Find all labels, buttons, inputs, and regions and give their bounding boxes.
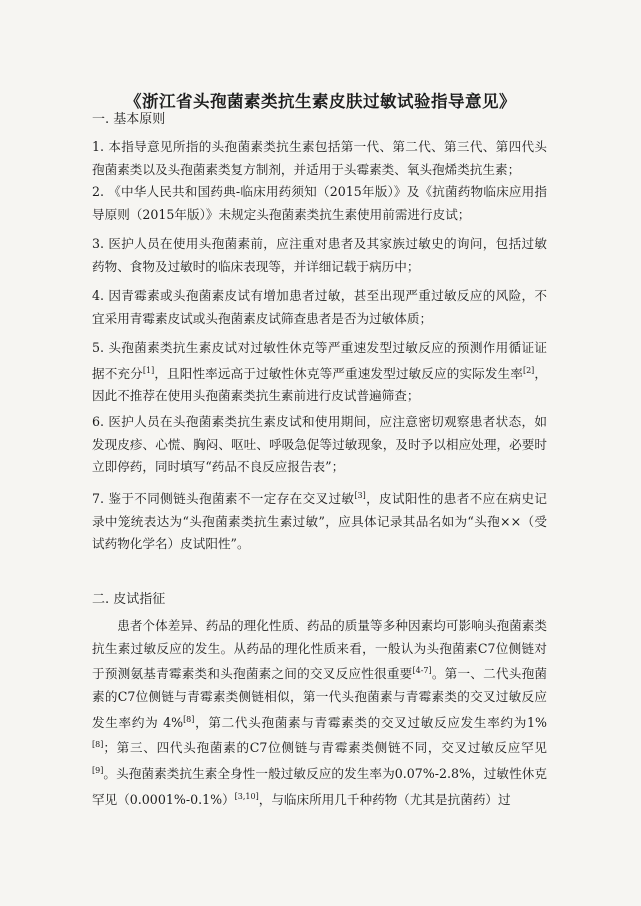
principle-item-1: 1. 本指导意见所指的头孢菌素类抗生素包括第一代、第二代、第三代、第四代头孢菌素类以及头孢菌素类复方制剂，并适用于头霉素类、氧头孢烯类抗生素； [92, 139, 547, 177]
citation-ref: [4-7] [412, 666, 432, 676]
citation-ref: [1] [142, 365, 155, 375]
item5-text-1: 5. 头孢菌素类抗生素皮试对过敏性休克等严重速发型过敏反应的预测作用循证证据不充分 [92, 340, 547, 381]
citation-ref: [3,10] [234, 791, 259, 801]
para2-text-1: 患者个体差异、药品的理化性质、药品的质量等多种因素均可影响头孢菌素类抗生素过敏反应的发生。从药品的理化性质来看，一般认为头孢菌素C7位侧链对于预测氨基青霉素类和头孢菌素之间的交叉反应性很重要 [92, 618, 547, 682]
citation-ref: [2] [522, 365, 535, 375]
document-title: 《浙江省头孢菌素类抗生素皮肤过敏试验指导意见》 [125, 92, 516, 111]
para2-text-3: ，第二代头孢菌素与青霉素类的交叉过敏反应发生率约为1% [194, 714, 548, 730]
section-heading-skin-test-indications: 二. 皮试指征 [92, 592, 166, 607]
para2-text-2: 。第一、二代头孢菌素的C7位侧链与青霉素类侧链相似，第一代头孢菌素与青霉素类的交叉过敏反应发生率约为 4% [92, 666, 548, 730]
item7-text-2: ，皮试阳性的患者不应在病史记录中笼统表达为“头孢菌素类抗生素过敏”，应具体记录其品名如为“头孢××（受试药物化学名）皮试阳性”。 [92, 491, 548, 552]
para2-text-5: 。头孢菌素类抗生素全身性一般过敏反应的发生率为0.07%-2.8%，过敏性休克罕见（0.0001%-0.1%） [92, 766, 547, 808]
principle-item-6: 6. 医护人员在头孢菌素类抗生素皮试和使用期间，应注意密切观察患者状态，如发现皮疹、心慌、胸闷、呕吐、呼吸急促等过敏现象，及时予以相应处理，必要时立即停药，同时填写“药品不良反应报告表”； [92, 414, 547, 475]
item5-text-3: ，因此不推荐在使用头孢菌素类抗生素前进行皮试普遍筛查； [92, 365, 548, 404]
section-heading-basic-principles: 一. 基本原则 [92, 112, 166, 127]
principle-item-4: 4. 因青霉素或头孢菌素皮试有增加患者过敏，甚至出现严重过敏反应的风险，不宜采用青霉素皮试或头孢菌素皮试筛查患者是否为过敏体质； [92, 288, 547, 326]
principle-item-7 [92, 485, 547, 556]
citation-ref: [9] [92, 766, 104, 776]
citation-ref: [3] [354, 491, 366, 500]
para2-text-4: ；第三、四代头孢菌素的C7位侧链与青霉素类侧链不同，交叉过敏反应罕见 [103, 740, 547, 756]
citation-ref: [8] [92, 740, 104, 750]
item5-text-2: ，且阳性率远高于过敏性休克等严重速发型过敏反应的实际发生率 [154, 365, 523, 381]
indications-paragraph [92, 615, 547, 812]
item7-text-1: 7. 鉴于不同侧链头孢菌素不一定存在交叉过敏 [92, 491, 355, 507]
principle-item-5 [92, 337, 547, 408]
citation-ref: [8] [183, 714, 195, 724]
principle-item-2: 2. 《中华人民共和国药典-临床用药须知（2015年版）》及《抗菌药物临床应用指导原则（2015年版）》未规定头孢菌素类抗生素使用前需进行皮试； [92, 184, 547, 222]
principle-item-3: 3. 医护人员在使用头孢菌素前，应注重对患者及其家族过敏史的询问，包括过敏药物、食物及过敏时的临床表现等，并详细记载于病历中； [92, 236, 547, 274]
para2-text-6: ，与临床所用几千种药物（尤其是抗菌药）过 [258, 792, 511, 808]
